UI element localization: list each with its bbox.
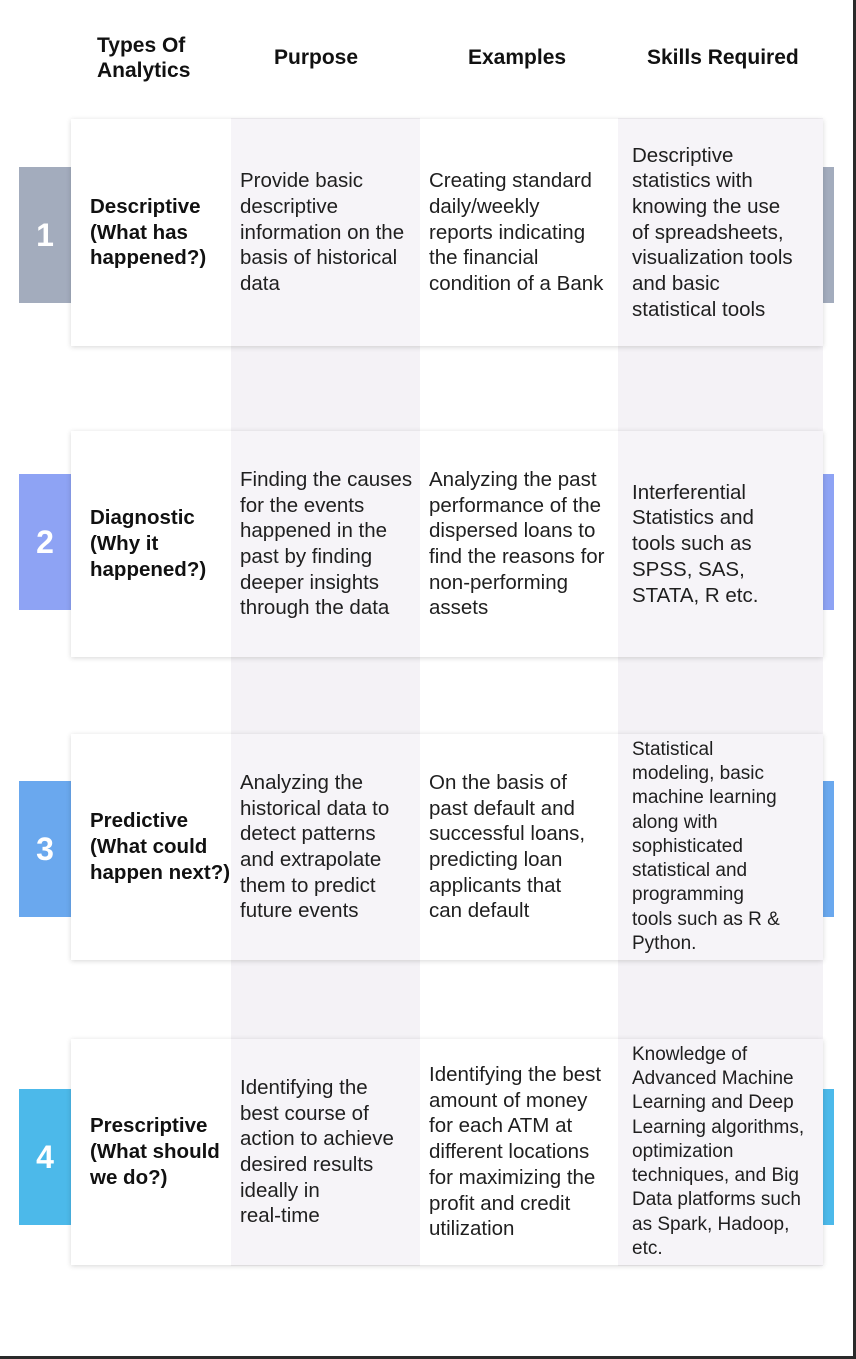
skills-text: Knowledge of Advanced Machine Learning and Deep Learning algorithms, optimization techniques, and Big Data platforms such as Spark, Hadoop, etc.	[632, 1044, 805, 1259]
type-cell	[71, 734, 231, 960]
analytics-row-prescriptive	[71, 1039, 823, 1265]
skills-cell	[618, 119, 823, 346]
type-cell	[71, 431, 231, 657]
skills-text: Descriptive statistics with knowing the use of spreadsheets, visualization tools and basic statistical tools	[632, 143, 793, 321]
purpose-cell	[231, 119, 420, 346]
purpose-text: Provide basic descriptive information on the basis of historical data	[240, 169, 405, 296]
skills-cell	[618, 734, 823, 960]
row-accent-right	[822, 781, 834, 917]
purpose-text: Analyzing the historical data to detect patterns and extrapolate them to predict future events	[240, 770, 390, 923]
analytics-row-descriptive	[71, 119, 823, 346]
examples-text: Identifying the best amount of money for each ATM at different locations for maximizing the profit and credit utilization	[429, 1063, 602, 1241]
examples-cell	[420, 119, 618, 346]
header-types-of-analytics: Types Of Analytics	[97, 34, 191, 82]
examples-cell	[420, 734, 618, 960]
examples-text: On the basis of past default and successful loans, predicting loan applicants that can default	[429, 770, 586, 923]
skills-text: Statistical modeling, basic machine learning along with sophisticated statistical and programming tools such as R & Python.	[632, 739, 780, 954]
analytics-row-diagnostic	[71, 431, 823, 657]
skills-cell	[618, 431, 823, 657]
skills-text: Interferential Statistics and tools such as SPSS, SAS, STATA, R etc.	[632, 480, 759, 607]
examples-cell	[420, 1039, 618, 1265]
row-number-tab	[19, 474, 71, 610]
row-number: 4	[36, 1138, 54, 1175]
purpose-cell	[231, 734, 420, 960]
type-cell	[71, 119, 231, 346]
type-cell	[71, 1039, 231, 1265]
examples-text: Analyzing the past performance of the dispersed loans to find the reasons for non-performing assets	[429, 467, 605, 620]
row-accent-right	[822, 167, 834, 303]
row-number-tab	[19, 1089, 71, 1225]
purpose-cell	[231, 1039, 420, 1265]
row-number-tab	[19, 781, 71, 917]
row-accent-right	[822, 1089, 834, 1225]
type-label: Prescriptive (What should we do?)	[90, 1114, 220, 1189]
header-examples: Examples	[468, 46, 567, 69]
examples-cell	[420, 431, 618, 657]
examples-text: Creating standard daily/weekly reports indicating the financial condition of a Bank	[429, 169, 604, 296]
purpose-text: Identifying the best course of action to achieve desired results ideally in real-time	[240, 1075, 394, 1228]
row-number: 2	[36, 523, 54, 560]
row-number-tab	[19, 167, 71, 303]
header-skills-required: Skills Required	[647, 46, 799, 69]
header-purpose: Purpose	[274, 46, 359, 69]
type-label: Predictive (What could happen next?)	[90, 809, 231, 884]
row-number: 1	[36, 216, 54, 253]
row-accent-right	[822, 474, 834, 610]
purpose-cell	[231, 431, 420, 657]
analytics-row-predictive	[71, 734, 823, 960]
purpose-text: Finding the causes for the events happened in the past by finding deeper insights through the data	[240, 467, 413, 620]
type-label: Diagnostic (Why it happened?)	[90, 506, 207, 581]
type-label: Descriptive (What has happened?)	[90, 194, 207, 270]
row-number: 3	[36, 830, 54, 867]
skills-cell	[618, 1039, 823, 1265]
